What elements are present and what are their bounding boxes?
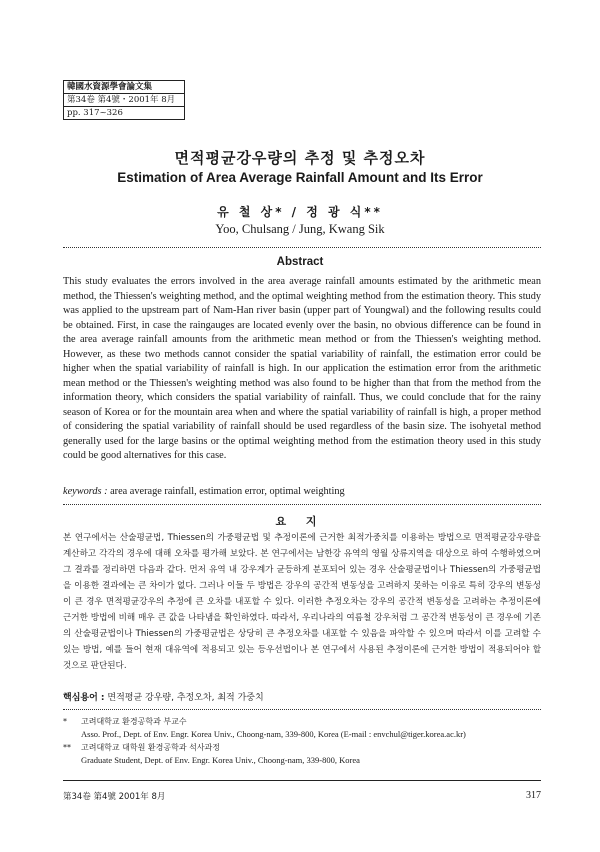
authors-english: Yoo, Chulsang / Jung, Kwang Sik <box>215 222 385 236</box>
korean-keywords-text: 면적평균 강우량, 추정오차, 최적 가중치 <box>104 693 264 703</box>
footer-journal-issue: 第34卷 第4號 2001年 8月 <box>63 792 166 802</box>
authors-korean: 유 철 상* / 정 광 식** <box>217 205 383 219</box>
journal-volume-issue: 第34卷 第4號・2001年 8月 <box>64 94 184 107</box>
keywords-label: keywords : <box>63 486 108 497</box>
journal-info-box <box>63 80 185 120</box>
title-english: Estimation of Area Average Rainfall Amount and Its Error <box>117 170 483 185</box>
abstract-heading: Abstract <box>276 256 324 268</box>
dotted-divider-bottom <box>63 709 541 710</box>
footnote-author-1 <box>63 716 541 740</box>
journal-pages: pp. 317~326 <box>67 108 123 118</box>
abstract-body: This study evaluates the errors involved in the area average rainfall amounts estimated by the arithmetic mean method, the Thiessen's weighting method, and the optimal weighting method from the estimation theory. This study was applied to the upstream part of Nam-Han river basin (upper part of Youngwal) and the following results could be obtained. First, in case the raingauges are located evenly over the basin, no obvious difference can be found in the area average rainfall amounts from the arithmetic mean method or from the Thiessen's weighting method. However, as these two methods cannot consider the spatial variability of rainfall, the estimation error could be higher when the spatial variability of rainfall is high. In our application the estimation error from the arithmetic mean method or the Thiessen's weighting method was also found to be higher than that from the method from the information theory, which considers the spatial variability of rainfall. Thus, we could conclude that for the rainy season of Korea or for the mountain area when and where the spatial variability of rainfall is high, a proper method of considering the spatial variability of rainfall should be used regardless of the basin size. The isohyetal method generally used for the large basins or the optimal weighting method from the estimation theory used in this study could be good alternatives for this case. <box>63 276 541 461</box>
footnote-mark: * <box>63 717 67 726</box>
dotted-divider-middle <box>63 504 541 505</box>
korean-keywords-label: 핵심용어 : <box>63 693 105 703</box>
page-footer <box>63 790 541 804</box>
title-korean: 면적평균강우량의 추정 및 추정오차 <box>174 149 426 167</box>
page-number: 317 <box>526 790 541 801</box>
korean-summary-heading: 요 지 <box>275 515 325 528</box>
korean-summary-body: 본 연구에서는 산술평균법, Thiessen의 가중평균법 및 추정이론에 근거한 최적가중치를 이용하는 방법으로 면적평균강우량을 계산하고 각각의 경우에 대해 오차를 평가해 보았다. 본 연구에서는 남한강 유역의 영월 상류지역을 대상으로 하여 수행하였으며 그 결과를 정리하면 다음과 같다. 먼저 유역 내 강우계가 균등하게 분포되어 있는 경우 산술평균법이나 Thiessen의 가중평균법을 이용한 결과에는 큰 차이가 없다. 그러나 이들 두 방법은 강우의 공간적 변동성을 고려하지 못하는 이유로 특히 강우의 변동성이 큰 경우 면적평균강우의 추정에 큰 오차를 내포할 수 있다. 이러한 추정오차는 강우의 공간적 변동성을 고려하는 추정이론에 근거한 방법에 비해 매우 큰 값을 나타냄을 확인하였다. 따라서, 우리나라의 여름철 강우처럼 그 공간적 변동성이 큰 경우에 기존의 산술평균법이나 Thiessen의 가중평균법은 상당히 큰 추정오차를 내포할 수 있음을 파악할 수 있으며 따라서 이를 고려할 수 있는 방법, 예를 들어 현재 대유역에 적용되고 있는 등우선법이나 본 연구에서 사용된 추정이론에 근거한 방법이 적용되어야 할 것으로 판단된다. <box>63 533 541 671</box>
footnote-author-2 <box>63 742 541 766</box>
footer-rule <box>63 780 541 781</box>
footnote-affiliation-en: Asso. Prof., Dept. of Env. Engr. Korea Univ., Choong-nam, 339-800, Korea (E-mail : envchul@tiger.korea.ac.kr) <box>81 729 466 739</box>
footnote-mark: ** <box>63 743 71 752</box>
footnote-affiliation-en: Graduate Student, Dept. of Env. Engr. Korea Univ., Choong-nam, 339-800, Korea <box>81 755 360 765</box>
korean-keywords-line <box>63 691 541 705</box>
footnote-affiliation-ko: 고려대학교 대학원 환경공학과 석사과정 <box>81 743 221 752</box>
journal-name: 韓國水資源學會論文集 <box>64 81 184 94</box>
dotted-divider-top <box>63 247 541 248</box>
keywords-text: area average rainfall, estimation error, optimal weighting <box>107 486 345 497</box>
keywords-line <box>63 485 541 500</box>
footnote-affiliation-ko: 고려대학교 환경공학과 부교수 <box>81 717 187 726</box>
